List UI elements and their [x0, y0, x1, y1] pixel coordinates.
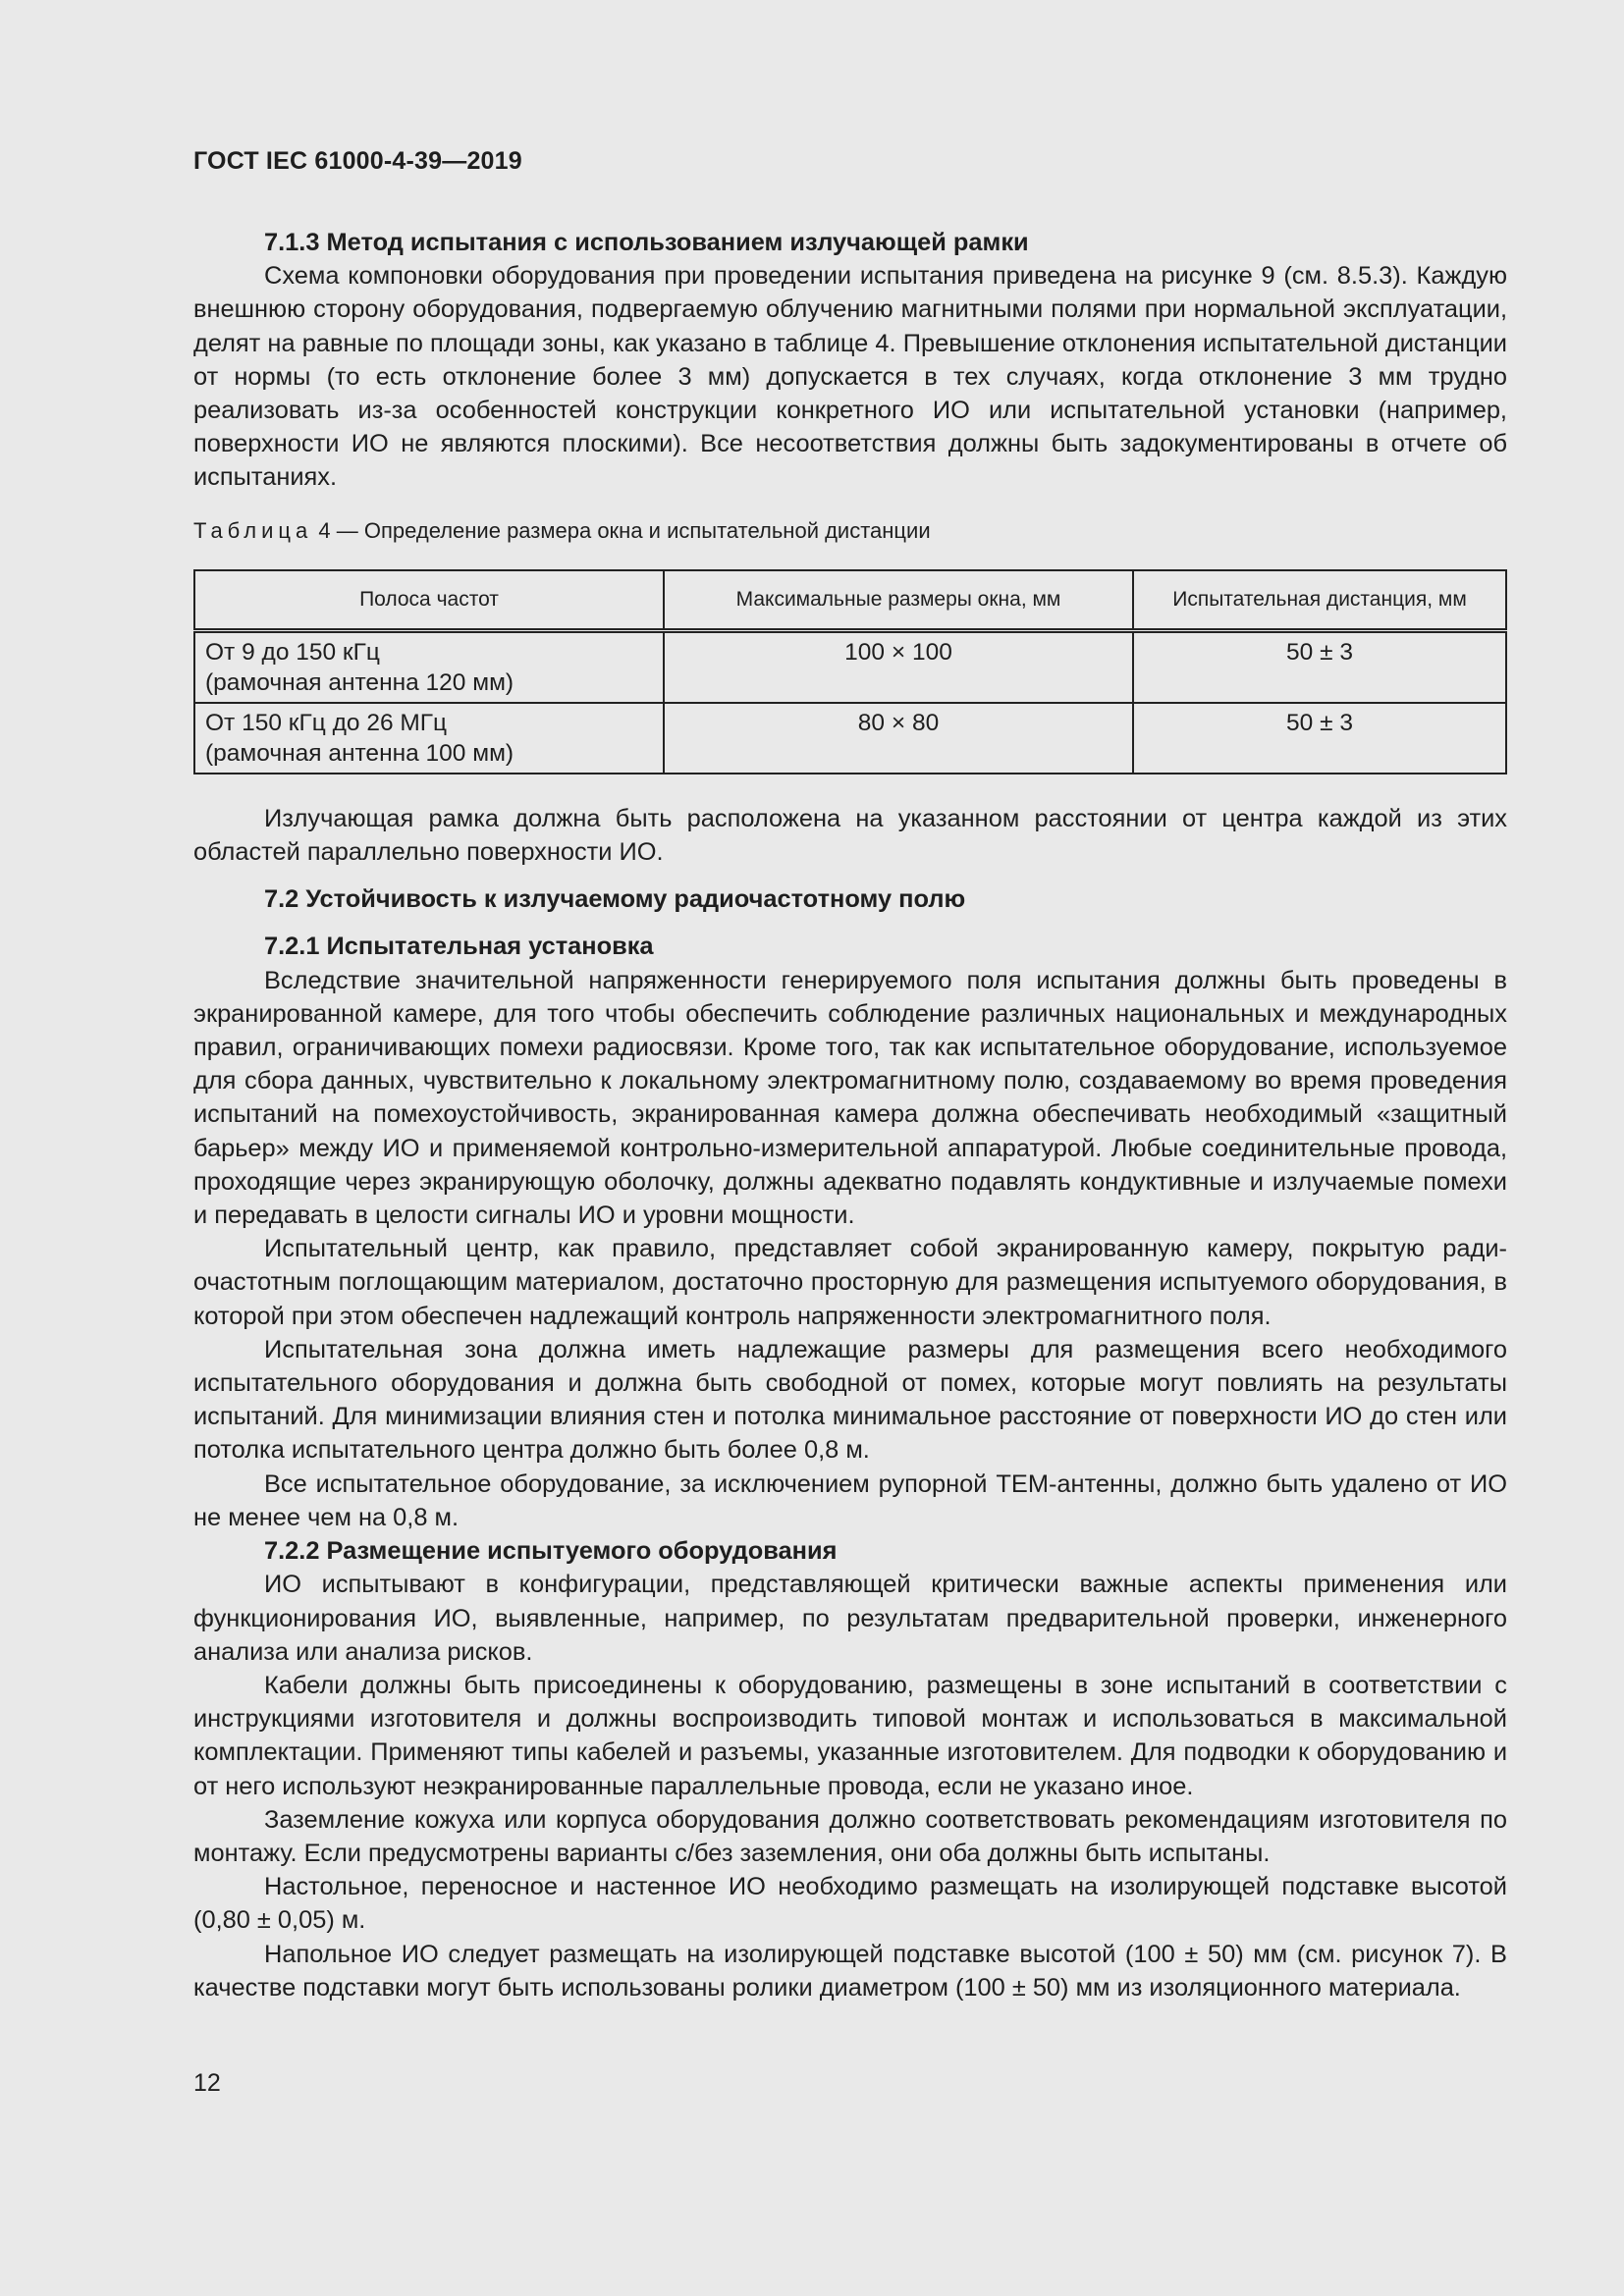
table-header-frequency-band: Полоса частот [194, 570, 664, 631]
table-caption-word: Таблица [193, 517, 313, 543]
antenna-label: (рамочная антенна 100 мм) [205, 739, 514, 767]
section-713-heading: 7.1.3 Метод испытания с использованием излучающей рамки [264, 229, 1029, 256]
section-72-heading: 7.2 Устойчивость к излучаемому радиочастотному полю [264, 885, 966, 914]
table-cell-distance: 50 ± 3 [1133, 703, 1506, 774]
table-header-row [194, 570, 1506, 631]
page-number: 12 [193, 2069, 221, 2097]
section-722-paragraph: Заземление кожуха или корпуса оборудования должно соответствовать рекомендациям изготовителя по монтажу. Если предусмотрены варианты с/без заземления, они оба должны быть испытаны. [193, 1805, 1507, 1867]
antenna-label: (рамочная антенна 120 мм) [205, 668, 514, 696]
table-header-test-distance: Испытательная дистанция, мм [1133, 570, 1506, 631]
document-body [193, 226, 1507, 2004]
table-cell-distance: 50 ± 3 [1133, 630, 1506, 703]
band-label: От 9 до 150 кГц [205, 638, 380, 666]
section-721-paragraph: Все испытательное оборудование, за исключением рупорной ТЕМ-антенны, должно быть удалено от ИО не менее чем на 0,8 м. [193, 1469, 1507, 1531]
section-721-paragraph: Испытательный центр, как правило, представляет собой экранированную камеру, покрытую радиочастотным поглощающим материалом, достаточно просторную для размещения испытуемого оборудования, в которой при этом обеспечен надлежащий контроль напряженности электромагнитного поля. [193, 1235, 1507, 1330]
table-caption-text: 4 — Определение размера окна и испытательной дистанции [318, 517, 931, 543]
section-722-paragraph: Кабели должны быть присоединены к оборудованию, размещены в зоне испытаний в соответствии с инструкциями изготовителя и должны воспроизводить типовой монтаж и использоваться в максимальной комплектации. Применяют типы кабелей и разъемы, указанные изготовителем. Для подводки к оборудованию и от него используют неэкранированные параллельные провода, если не указано иное. [193, 1671, 1507, 1800]
band-label: От 150 кГц до 26 МГц [205, 709, 448, 736]
table-cell-band [194, 703, 664, 774]
table-cell-band [194, 630, 664, 703]
section-721-paragraph: Вследствие значительной напряженности генерируемого поля испытания должны быть проведены в экранированной камере, для того чтобы обеспечить соблюдение различных национальных и международных правил, ограничивающих помехи радиосвязи. Кроме того, так как испытательное оборудование, используемое для сбора данных, чувствительно к локальному электромагнитному полю, создаваемому во время проведения испытаний на помехоустойчивость, экранированная камера должна обеспечивать необходимый «защитный барьер» между ИО и применяемой контрольно-измерительной аппаратурой. Любые соединительные провода, проходящие через экранирующую оболочку, должны адекватно подавлять кондуктивные и излучаемые помехи и передавать в целости сигналы ИО и уровни мощности. [193, 966, 1507, 1230]
section-713-paragraph: Схема компоновки оборудования при проведении испытания приведена на рисунке 9 (см. 8.5.3). Каждую внешнюю сторону оборудования, подвергаемую облучению магнитными полями при нормальной эксплуатации, делят на равные по площади зоны, как указано в таблице 4. Превышение отклонения испытательной дистанции от нормы (то есть отклонение более 3 мм) допускается в тех случаях, когда отклонение 3 мм трудно реализовать из-за особенностей конструкции конкретного ИО или испытательной установки (например, поверхности ИО не являются плоскими). Все несоответствия должны быть задокументированы в отчете об испытаниях. [193, 262, 1507, 492]
section-721-heading: 7.2.1 Испытательная установка [264, 933, 654, 961]
after-table-paragraph: Излучающая рамка должна быть расположена на указанном расстоянии от центра каждой из этих областей параллельно поверхности ИО. [193, 804, 1507, 867]
document-header: ГОСТ IEC 61000-4-39—2019 [193, 147, 522, 175]
table-4 [193, 569, 1507, 774]
table-4-caption [193, 514, 1507, 548]
section-722-paragraph: ИО испытывают в конфигурации, представляющей критически важные аспекты применения или функционирования ИО, выявленные, например, по результатам предварительной проверки, инженерного анализа или анализа рисков. [193, 1571, 1507, 1666]
table-cell-window: 80 × 80 [664, 703, 1133, 774]
table-row [194, 703, 1506, 774]
table-header-window-size: Максимальные размеры окна, мм [664, 570, 1133, 631]
section-721-paragraph: Испытательная зона должна иметь надлежащие размеры для размещения всего необходимого испытательного оборудования и должна быть свободной от помех, которые могут повлиять на результаты испытаний. Для минимизации влияния стен и потолка минимальное расстояние от поверхности ИО до стен или потолка испытательного центра должно быть более 0,8 м. [193, 1335, 1507, 1465]
table-row [194, 630, 1506, 703]
section-722-heading: 7.2.2 Размещение испытуемого оборудования [264, 1537, 838, 1566]
table-cell-window: 100 × 100 [664, 630, 1133, 703]
section-722-paragraph: Напольное ИО следует размещать на изолирующей подставке высотой (100 ± 50) мм (см. рисунок 7). В качестве подставки могут быть использованы ролики диаметром (100 ± 50) мм из изоляционного материала. [193, 1940, 1507, 2002]
section-722-paragraph: Настольное, переносное и настенное ИО необходимо размещать на изолирующей подставке высотой (0,80 ± 0,05) м. [193, 1873, 1507, 1935]
